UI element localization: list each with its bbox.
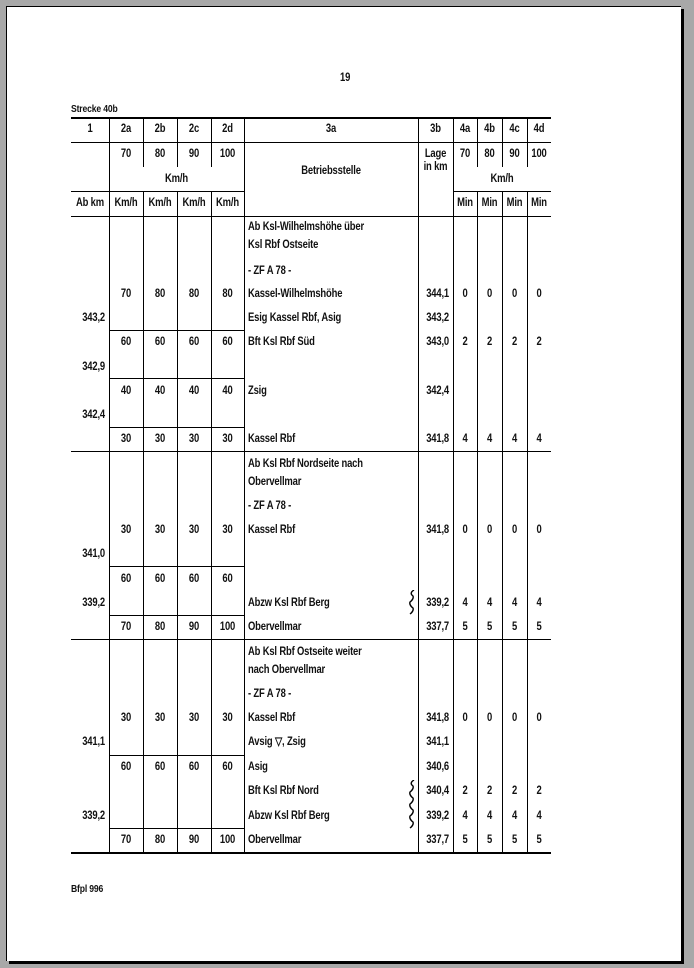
body-column-rule [177, 216, 178, 451]
speed-value: 60 [222, 761, 233, 773]
speed-value: 30 [222, 712, 233, 724]
min-value: 2 [511, 336, 518, 348]
speed-value: 60 [222, 573, 233, 585]
body-column-rule [527, 216, 528, 451]
ab-km-value: 341,0 [82, 548, 105, 560]
min-value: 2 [486, 336, 493, 348]
lage-value: 343,0 [426, 336, 449, 348]
min-value: 5 [462, 621, 468, 633]
min-value: 4 [462, 810, 468, 822]
column-id: 1 [87, 123, 93, 135]
min-value: 4 [511, 597, 518, 609]
speed-unit-header: Km/h [165, 173, 188, 185]
kmh-header: Km/h [182, 197, 206, 209]
header-column-rule [143, 117, 144, 167]
speed-value: 70 [120, 834, 132, 846]
speed-value: 100 [219, 834, 236, 846]
section-rule [71, 852, 551, 854]
min-value: 0 [536, 288, 542, 300]
lage-value: 341,8 [426, 712, 449, 724]
speed-value: 30 [120, 712, 132, 724]
header-column-rule [211, 117, 212, 167]
speed-value: 30 [154, 712, 166, 724]
speed-value: 80 [188, 288, 200, 300]
speed-value: 60 [120, 761, 132, 773]
speed-value: 30 [222, 524, 233, 536]
min-value: 0 [462, 712, 468, 724]
speed-class-header: 90 [188, 148, 200, 160]
column-id: 3b [430, 123, 441, 135]
min-value: 5 [511, 834, 518, 846]
body-column-rule [527, 451, 528, 639]
body-column-rule [453, 451, 454, 639]
betriebsstelle-name: Abzw Ksl Rbf Berg [248, 597, 330, 609]
speed-class-header: 100 [531, 148, 547, 160]
column-id: 3a [325, 123, 337, 135]
body-column-rule [477, 216, 478, 451]
body-column-rule [177, 451, 178, 639]
min-value: 0 [486, 712, 493, 724]
min-value: 4 [462, 433, 468, 445]
min-value: 4 [536, 597, 542, 609]
min-value: 0 [486, 288, 493, 300]
header-rule [71, 191, 244, 192]
column-id: 4c [509, 123, 520, 135]
min-value: 4 [486, 810, 493, 822]
speed-value: 40 [188, 385, 200, 397]
body-column-rule [109, 451, 110, 639]
betriebsstelle-name: Obervellmar [248, 621, 302, 633]
ab-km-value: 339,2 [82, 597, 105, 609]
min-value: 5 [486, 834, 493, 846]
section-title: Obervellmar [248, 476, 302, 488]
body-column-rule [418, 451, 419, 639]
column-id: 2b [154, 123, 166, 135]
min-value: 0 [536, 524, 542, 536]
lage-value: 341,1 [426, 736, 449, 748]
speed-value: 60 [222, 336, 233, 348]
min-value: 0 [462, 288, 468, 300]
speed-value: 60 [188, 336, 200, 348]
header-column-rule [527, 117, 528, 167]
speed-value: 60 [154, 573, 166, 585]
route-label: Strecke 40b [71, 103, 118, 115]
speed-block-rule [109, 330, 244, 331]
ab-km-value: 339,2 [82, 810, 105, 822]
min-value: 0 [536, 712, 542, 724]
body-column-rule [143, 216, 144, 451]
min-value: 0 [486, 524, 493, 536]
min-value: 5 [486, 621, 493, 633]
lage-value: 337,7 [426, 834, 449, 846]
body-column-rule [244, 639, 245, 852]
speed-value: 30 [154, 524, 166, 536]
column-id: 4a [459, 123, 471, 135]
header-column-rule [477, 117, 478, 167]
body-column-rule [211, 639, 212, 852]
body-column-rule [211, 451, 212, 639]
header-column-rule [453, 117, 454, 216]
ab-km-value: 342,4 [82, 409, 105, 421]
min-header: Min [457, 197, 473, 209]
betriebsstelle-name: Bft Ksl Rbf Nord [248, 785, 319, 797]
header-column-rule [418, 117, 419, 216]
kmh-header: Km/h [148, 197, 172, 209]
body-column-rule [502, 451, 503, 639]
speed-value: 80 [154, 621, 166, 633]
min-value: 4 [511, 810, 518, 822]
min-value: 2 [462, 336, 468, 348]
speed-value: 30 [120, 524, 132, 536]
column-id: 2a [120, 123, 132, 135]
min-value: 4 [536, 433, 542, 445]
body-column-rule [143, 639, 144, 852]
betriebsstelle-name: Kassel Rbf [248, 433, 296, 445]
min-value: 0 [511, 524, 518, 536]
section-title: Ab Ksl Rbf Nordseite nach [248, 458, 363, 470]
speed-value: 40 [222, 385, 233, 397]
speed-unit-header: Km/h [490, 173, 514, 185]
speed-class-header: 80 [484, 148, 495, 160]
zf-label: - ZF A 78 - [248, 500, 292, 512]
document-page [6, 6, 681, 961]
betriebsstelle-name: Esig Kassel Rbf, Asig [248, 312, 342, 324]
speed-value: 90 [188, 621, 200, 633]
betriebsstelle-name: Kassel-Wilhelmshöhe [248, 288, 343, 300]
zf-label: - ZF A 78 - [248, 688, 292, 700]
min-value: 4 [462, 597, 468, 609]
speed-class-header: 100 [219, 148, 236, 160]
betriebsstelle-name: Zsig [248, 385, 267, 397]
min-value: 2 [486, 785, 493, 797]
min-header: Min [506, 197, 523, 209]
betriebsstelle-name: Kassel Rbf [248, 524, 296, 536]
speed-block-rule [109, 566, 244, 567]
lage-value: 340,6 [426, 761, 449, 773]
column-id: 4b [484, 123, 495, 135]
section-title: nach Obervellmar [248, 664, 326, 676]
betriebsstelle-name: Asig [248, 761, 268, 773]
body-column-rule [502, 216, 503, 451]
page-number: 19 [340, 72, 351, 84]
betriebsstelle-name: Bft Ksl Rbf Süd [248, 336, 315, 348]
speed-class-header: 70 [120, 148, 132, 160]
speed-value: 70 [120, 621, 132, 633]
header-column-rule [177, 191, 178, 216]
min-value: 4 [486, 597, 493, 609]
body-column-rule [244, 216, 245, 451]
header-column-rule [527, 191, 528, 216]
ab-km-value: 342,9 [82, 361, 105, 373]
min-value: 4 [536, 810, 542, 822]
body-column-rule [109, 639, 110, 852]
column-id: 2d [222, 123, 233, 135]
betriebsstelle-name: Abzw Ksl Rbf Berg [248, 810, 330, 822]
speed-value: 90 [188, 834, 200, 846]
header-column-rule [502, 191, 503, 216]
speed-value: 60 [154, 336, 166, 348]
lage-value: 341,8 [426, 524, 449, 536]
ab-km-value: 341,1 [82, 736, 105, 748]
body-column-rule [477, 451, 478, 639]
header-column-rule [502, 117, 503, 167]
speed-block-rule [109, 755, 244, 756]
min-value: 5 [511, 621, 518, 633]
speed-value: 30 [188, 433, 200, 445]
min-value: 2 [511, 785, 518, 797]
speed-class-header: 80 [154, 148, 166, 160]
section-title: Ab Ksl Rbf Ostseite weiter [248, 646, 362, 658]
min-value: 5 [462, 834, 468, 846]
speed-value: 60 [120, 336, 132, 348]
speed-value: 70 [120, 288, 132, 300]
lage-value: 343,2 [426, 312, 449, 324]
betriebsstelle-name: Obervellmar [248, 834, 302, 846]
column-id: 4d [533, 123, 545, 135]
min-value: 0 [511, 288, 518, 300]
speed-value: 60 [188, 573, 200, 585]
min-value: 0 [462, 524, 468, 536]
speed-block-rule [109, 427, 244, 428]
zf-label: - ZF A 78 - [248, 265, 292, 277]
lage-value: 339,2 [426, 810, 449, 822]
speed-value: 30 [188, 712, 200, 724]
min-header: Min [481, 197, 498, 209]
speed-value: 40 [120, 385, 132, 397]
min-value: 4 [486, 433, 493, 445]
lage-value: 344,1 [426, 288, 449, 300]
section-title: Ab Ksl-Wilhelmshöhe über [248, 221, 364, 233]
footer-label: Bfpl 996 [71, 883, 104, 895]
header-column-rule [477, 191, 478, 216]
kmh-header: Km/h [114, 197, 138, 209]
speed-value: 30 [154, 433, 166, 445]
lage-value: 340,4 [426, 785, 449, 797]
junction-brace-icon [407, 780, 417, 830]
lage-value: 342,4 [426, 385, 449, 397]
speed-block-rule [109, 378, 244, 379]
speed-class-header: 90 [509, 148, 520, 160]
header-column-rule [211, 191, 212, 216]
speed-value: 30 [222, 433, 233, 445]
ab-km-value: 343,2 [82, 312, 105, 324]
min-value: 2 [462, 785, 468, 797]
speed-value: 100 [219, 621, 236, 633]
speed-block-rule [109, 828, 244, 829]
body-column-rule [244, 451, 245, 639]
section-title: Ksl Rbf Ostseite [248, 239, 319, 251]
body-column-rule [177, 639, 178, 852]
ab-km-header: Ab km [75, 197, 104, 209]
body-column-rule [418, 639, 419, 852]
body-column-rule [453, 216, 454, 451]
header-column-rule [177, 117, 178, 167]
min-value: 2 [536, 336, 542, 348]
body-column-rule [418, 216, 419, 451]
min-header: Min [531, 197, 547, 209]
betriebsstelle-header: Betriebsstelle [301, 165, 361, 177]
min-value: 2 [536, 785, 542, 797]
kmh-header: Km/h [216, 197, 239, 209]
body-column-rule [143, 451, 144, 639]
body-column-rule [211, 216, 212, 451]
lage-value: 341,8 [426, 433, 449, 445]
min-value: 5 [536, 834, 542, 846]
lage-value: 337,7 [426, 621, 449, 633]
speed-value: 60 [154, 761, 166, 773]
lage-header: Lage [424, 148, 447, 160]
junction-brace-icon [407, 590, 417, 616]
speed-value: 80 [222, 288, 233, 300]
speed-value: 30 [188, 524, 200, 536]
column-id: 2c [188, 123, 200, 135]
lage-header: in km [423, 161, 448, 173]
speed-value: 80 [154, 288, 166, 300]
speed-value: 60 [188, 761, 200, 773]
speed-block-rule [109, 615, 244, 616]
header-column-rule [109, 117, 110, 216]
betriebsstelle-name: Avsig ▽, Zsig [248, 736, 306, 748]
header-column-rule [244, 117, 245, 216]
speed-value: 80 [154, 834, 166, 846]
min-value: 5 [536, 621, 542, 633]
lage-value: 339,2 [426, 597, 449, 609]
min-value: 4 [511, 433, 518, 445]
speed-value: 60 [120, 573, 132, 585]
speed-value: 30 [120, 433, 132, 445]
speed-class-header: 70 [459, 148, 471, 160]
betriebsstelle-name: Kassel Rbf [248, 712, 296, 724]
header-column-rule [143, 191, 144, 216]
speed-value: 40 [154, 385, 166, 397]
body-column-rule [109, 216, 110, 451]
min-value: 0 [511, 712, 518, 724]
